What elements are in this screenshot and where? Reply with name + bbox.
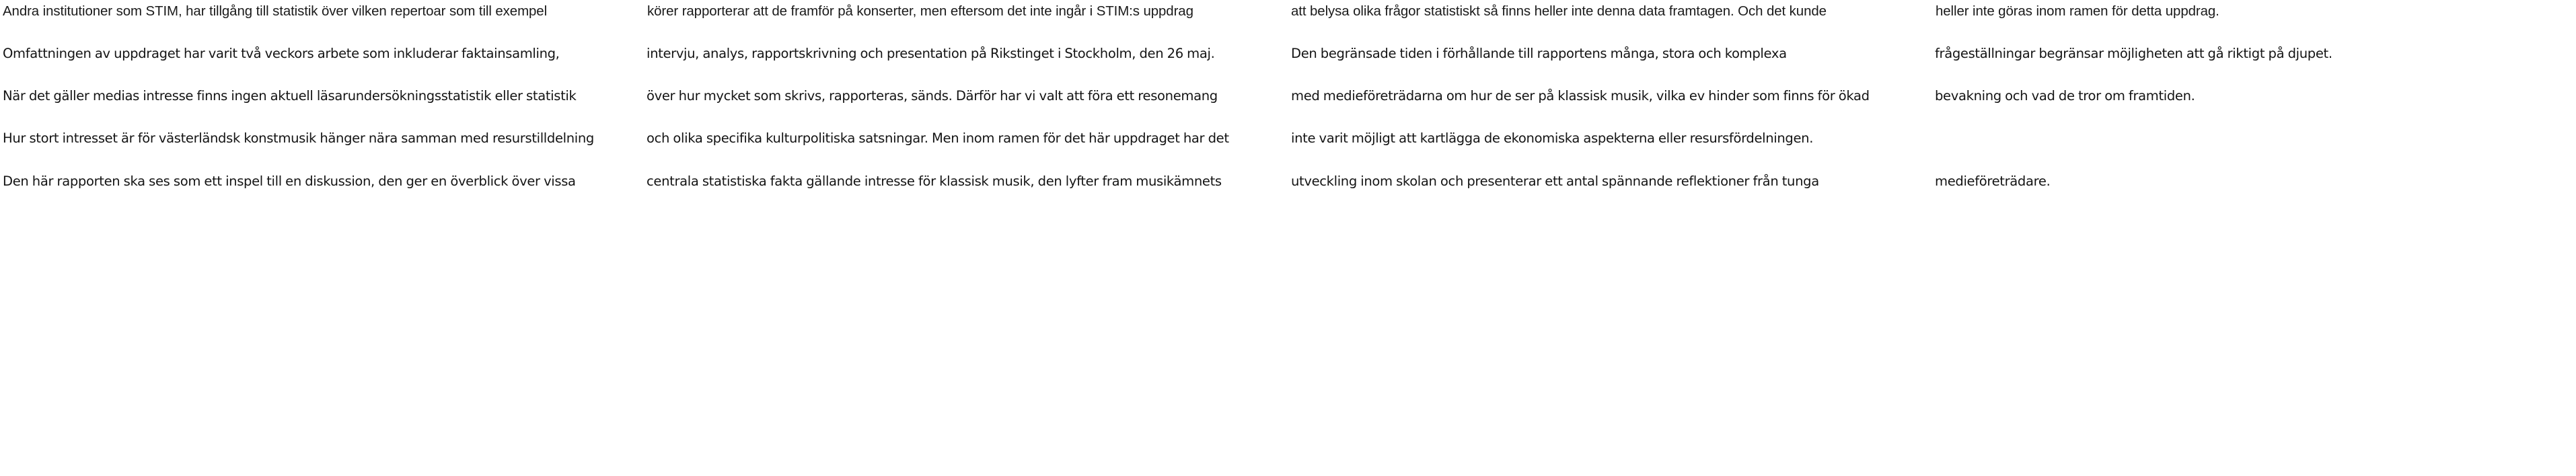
paragraph-line: centrala statistiska fakta gällande intresse för klassisk musik, den lyfter fram musikämnets [647, 173, 1222, 189]
paragraph-line: När det gäller medias intresse finns ingen aktuell läsarundersökningsstatistik eller statistik [3, 87, 577, 104]
paragraph-line: frågeställningar begränsar möjligheten att gå riktigt på djupet. [1935, 45, 2332, 61]
paragraph-line: Omfattningen av uppdraget har varit två veckors arbete som inkluderar faktainsamling, [3, 45, 560, 61]
paragraph-line: att belysa olika frågor statistiskt så finns heller inte denna data framtagen. Och det kunde [1291, 3, 1827, 19]
paragraph-line: intervju, analys, rapportskrivning och presentation på Rikstinget i Stockholm, den 26 maj. [647, 45, 1215, 61]
paragraph-other-institutions [3, 0, 2219, 22]
paragraph-line: Den begränsade tiden i förhållande till rapportens många, stora och komplexa [1290, 45, 1787, 61]
paragraph-line: körer rapporterar att de framför på konserter, men eftersom det inte ingår i STIM:s uppdrag [647, 3, 1193, 19]
paragraph-line: Den här rapporten ska ses som ett inspel till en diskussion, den ger en överblick över vissa [3, 173, 576, 189]
paragraph-scope [3, 44, 2332, 64]
paragraph-line: och olika specifika kulturpolitiska satsningar. Men inom ramen för det här uppdraget har det [647, 130, 1230, 146]
paragraph-line: inte varit möjligt att kartlägga de ekonomiska aspekterna eller resursfördelningen. [1290, 130, 1813, 146]
paragraph-line: heller inte göras inom ramen för detta uppdrag. [1935, 3, 2219, 19]
paragraph-line: utveckling inom skolan och presenterar ett antal spännande reflektioner från tunga [1290, 173, 1819, 189]
paragraph-line: Hur stort intresset är för västerländsk konstmusik hänger nära samman med resurstilldelning [3, 130, 594, 146]
paragraph-media-interest [3, 86, 2195, 106]
paragraph-resources [3, 128, 1813, 149]
paragraph-line: Andra institutioner som STIM, har tillgång till statistik över vilken repertoar som till exempel [3, 3, 548, 19]
paragraph-report-purpose [3, 171, 2051, 192]
paragraph-line: med medieföreträdarna om hur de ser på klassisk musik, vilka ev hinder som finns för ökad [1290, 87, 1870, 104]
paragraph-line: medieföreträdare. [1935, 173, 2051, 189]
document-body [3, 0, 2332, 192]
paragraph-line: över hur mycket som skrivs, rapporteras, sänds. Därför har vi valt att föra ett resonemang [647, 87, 1218, 104]
paragraph-line: bevakning och vad de tror om framtiden. [1935, 87, 2195, 104]
